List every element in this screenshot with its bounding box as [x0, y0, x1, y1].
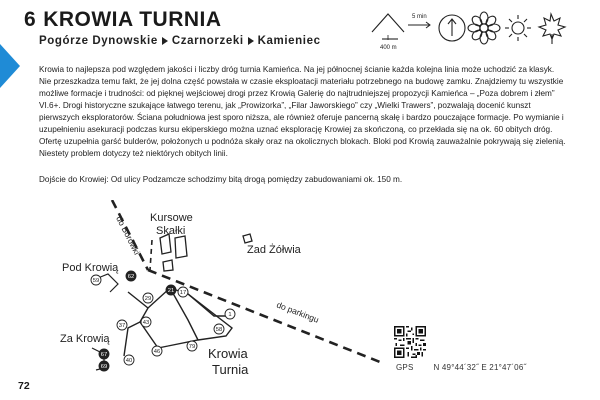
compass-north-icon	[439, 15, 465, 41]
road-side	[150, 240, 152, 270]
chapter-tab-marker	[0, 44, 20, 88]
label-turnia: Turnia	[212, 362, 249, 377]
leaf-autumn-icon	[539, 14, 565, 44]
marker-58	[214, 324, 224, 334]
page-title	[24, 8, 222, 32]
marker-21	[166, 285, 176, 295]
label-do-parkingu: do parkingu	[275, 299, 321, 325]
breadcrumb-region: Pogórze Dynowskie	[39, 35, 158, 47]
svg-text:1: 1	[228, 312, 232, 318]
breadcrumb-area: Kamieniec	[257, 35, 321, 47]
road-do-parkingu	[148, 270, 380, 362]
marker-40	[124, 355, 134, 365]
label-krowia: Krowia	[208, 346, 248, 361]
marker-1	[225, 309, 235, 319]
svg-text:69: 69	[100, 364, 108, 370]
marker-79	[187, 341, 197, 351]
time-arrow-icon	[408, 22, 430, 28]
breadcrumb	[39, 35, 321, 47]
flower-spring-icon	[468, 12, 500, 44]
page-number: 72	[18, 380, 30, 392]
svg-text:40: 40	[125, 358, 133, 364]
marker-46	[152, 346, 162, 356]
label-za-krowia: Za Krowią	[60, 333, 110, 345]
label-kursowe: Kursowe	[150, 212, 193, 224]
marker-69	[99, 361, 109, 371]
route-number: 6	[24, 8, 37, 31]
svg-text:37: 37	[118, 323, 126, 329]
approach-description: Dojście do Krowiej: Od ulicy Podzamcze schodzimy bitą drogą pomiędzy zabudowaniami ok. 150 m.	[39, 175, 403, 184]
breadcrumb-village: Czarnorzeki	[171, 35, 244, 47]
crag-name: KROWIA TURNIA	[43, 8, 222, 31]
sun-summer-icon	[505, 15, 531, 41]
marker-67	[99, 349, 109, 359]
marker-43	[141, 317, 151, 327]
svg-text:43: 43	[142, 320, 150, 326]
label-zad-zolwia: Zad Żółwia	[247, 244, 301, 256]
distance-label: 400 m	[380, 45, 397, 51]
label-skalki: Skałki	[156, 225, 186, 237]
label-pod-krowia: Pod Krowią	[62, 262, 119, 274]
breadcrumb-arrow-icon	[248, 37, 254, 45]
marker-37	[117, 320, 127, 330]
svg-text:46: 46	[153, 349, 161, 355]
label-do-borowki: do Borówki	[114, 214, 143, 257]
time-label: 5 min	[412, 14, 427, 20]
svg-text:17: 17	[179, 290, 187, 296]
breadcrumb-arrow-icon	[162, 37, 168, 45]
svg-text:59: 59	[92, 278, 100, 284]
marker-62	[126, 271, 136, 281]
svg-text:67: 67	[100, 352, 108, 358]
svg-text:79: 79	[188, 344, 196, 350]
qr-code	[394, 326, 426, 358]
marker-59	[91, 275, 101, 285]
crag-description: Krowia to najlepsza pod względem jakości i liczby dróg turnia Kamieńca. Na jej północnej ścianie każda kolejna linia może uchodzić za klasyk. Nie przeszkadza temu fakt, że jej dolna część powstała w czasie eksploatacji materiału potrzebnego na budowę zamku. Znajdziemy tu wszystkie możliwe formacje i trudności: od pięknej wejściowej drogi przez Krowią Galerię do najtrudniejszej propozycji Kamieńca – „Poza dobrem i złem” VI.6+. Drogi historyczne szukające łatwego terenu, jak „Prowizorka”, „Filar Jaworskiego” czy „Wielki Trawers”, pozwalają docenić kunszt pierwszych eksploratorów. Ściana południowa jest sporo niższa, ale również oferuje pancerną skałę i bardzo pouczające formacje. Po wymianie i uzupełnieniu asekuracji podczas kursu ekiperskiego można uznać eksplorację Krowiej za skończoną, co przekłada się na ok. 60 obitych dróg. Ofertę uzupełnia garść bulderów, położonych u podnóża skały oraz na okolicznych blokach. Bloki pod Krowią zauważalnie pokrywają się zielenią. Niestety problem dotyczy też niektórych obitych linii.	[39, 65, 566, 158]
svg-text:21: 21	[167, 288, 175, 294]
gps-label: GPS	[396, 363, 414, 372]
svg-text:29: 29	[144, 296, 152, 302]
gps-location	[396, 363, 526, 372]
svg-text:62: 62	[127, 274, 135, 280]
gps-coordinates: N 49°44´32˝ E 21°47´06˝	[433, 363, 527, 372]
legend-icons	[368, 6, 568, 52]
approach-map	[0, 200, 380, 400]
kursowe-skalki-blocks	[160, 234, 252, 271]
approach-diagram-icon	[372, 14, 404, 40]
marker-29	[143, 293, 153, 303]
marker-17	[178, 287, 188, 297]
svg-text:58: 58	[215, 327, 223, 333]
